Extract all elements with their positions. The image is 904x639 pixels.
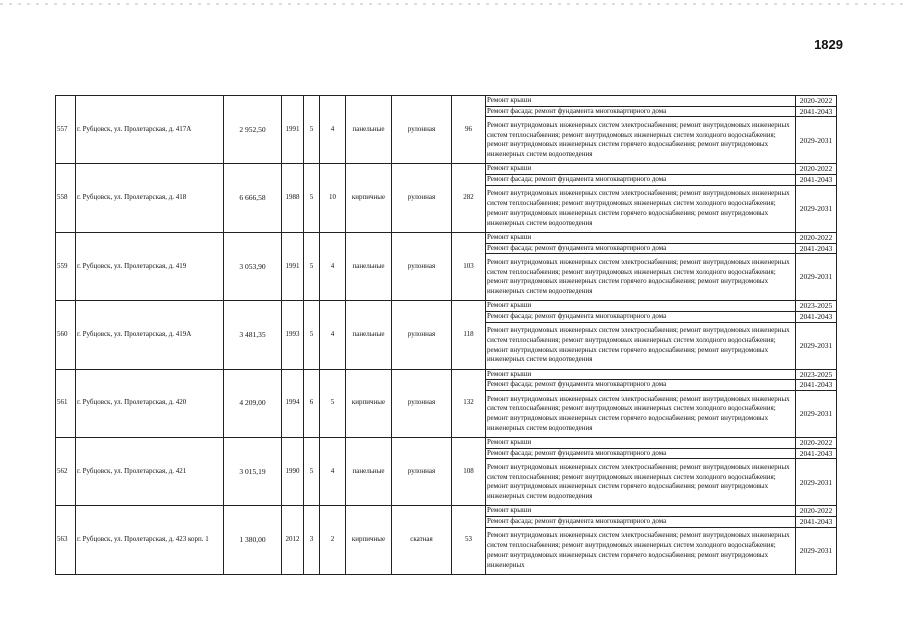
work-type-cell: Ремонт внутридомовых инженерных систем электроснабжения; ремонт внутридомовых инженерных систем теплоснабжения; ремонт внутридомовых инженерных систем холодного водоснабжения; ремонт внутридомовых инженерных систем горячего водоснабжения; ремонт внутридомовых инженерных систем водоотведения bbox=[486, 322, 796, 369]
roof-type-cell: рулонная bbox=[392, 301, 452, 369]
work-type-cell: Ремонт крыши bbox=[486, 506, 796, 517]
entrances-cell: 5 bbox=[320, 369, 346, 437]
address-cell: г. Рубцовск, ул. Пролетарская, д. 418 bbox=[76, 164, 224, 232]
work-type-cell: Ремонт внутридомовых инженерных систем электроснабжения; ремонт внутридомовых инженерных систем теплоснабжения; ремонт внутридомовых инженерных систем холодного водоснабжения; ремонт внутридомовых инженерных систем горячего водоснабжения; ремонт внутридомовых инженерных систем водоотведения bbox=[486, 185, 796, 232]
work-type-cell: Ремонт крыши bbox=[486, 301, 796, 312]
table-row bbox=[56, 369, 837, 380]
page-number: 1829 bbox=[814, 37, 843, 52]
wall-material-cell: кирпичные bbox=[346, 164, 392, 232]
work-period-cell: 2029-2031 bbox=[796, 254, 837, 301]
roof-type-cell: рулонная bbox=[392, 164, 452, 232]
work-period-cell: 2029-2031 bbox=[796, 185, 837, 232]
work-period-cell: 2041-2043 bbox=[796, 311, 837, 322]
table-row bbox=[56, 438, 837, 449]
address-cell: г. Рубцовск, ул. Пролетарская, д. 421 bbox=[76, 438, 224, 506]
table-body bbox=[56, 96, 837, 575]
residents-cell: 132 bbox=[452, 369, 486, 437]
floors-cell: 5 bbox=[304, 232, 320, 300]
work-type-cell: Ремонт внутридомовых инженерных систем электроснабжения; ремонт внутридомовых инженерных систем теплоснабжения; ремонт внутридомовых инженерных систем холодного водоснабжения; ремонт внутридомовых инженерных систем горячего водоснабжения; ремонт внутридомовых инженерных систем водоотведения bbox=[486, 117, 796, 164]
address-cell: г. Рубцовск, ул. Пролетарская, д. 419А bbox=[76, 301, 224, 369]
entrances-cell: 4 bbox=[320, 301, 346, 369]
residents-cell: 282 bbox=[452, 164, 486, 232]
row-index: 557 bbox=[56, 96, 76, 164]
work-period-cell: 2041-2043 bbox=[796, 243, 837, 254]
residents-cell: 118 bbox=[452, 301, 486, 369]
roof-type-cell: рулонная bbox=[392, 438, 452, 506]
wall-material-cell: панельные bbox=[346, 232, 392, 300]
area-cell: 3 053,90 bbox=[224, 232, 282, 300]
row-index: 563 bbox=[56, 506, 76, 574]
area-cell: 3 481,35 bbox=[224, 301, 282, 369]
work-period-cell: 2041-2043 bbox=[796, 517, 837, 528]
year-cell: 1994 bbox=[282, 369, 304, 437]
registry-table bbox=[55, 95, 837, 575]
table-row bbox=[56, 232, 837, 243]
address-cell: г. Рубцовск, ул. Пролетарская, д. 420 bbox=[76, 369, 224, 437]
floors-cell: 6 bbox=[304, 369, 320, 437]
wall-material-cell: кирпичные bbox=[346, 506, 392, 574]
work-period-cell: 2029-2031 bbox=[796, 527, 837, 574]
wall-material-cell: панельные bbox=[346, 96, 392, 164]
work-period-cell: 2041-2043 bbox=[796, 106, 837, 117]
entrances-cell: 4 bbox=[320, 96, 346, 164]
work-period-cell: 2023-2025 bbox=[796, 301, 837, 312]
work-type-cell: Ремонт фасада; ремонт фундамента многоквартирного дома bbox=[486, 448, 796, 459]
work-type-cell: Ремонт крыши bbox=[486, 164, 796, 175]
work-period-cell: 2023-2025 bbox=[796, 369, 837, 380]
work-period-cell: 2020-2022 bbox=[796, 506, 837, 517]
work-type-cell: Ремонт фасада; ремонт фундамента многоквартирного дома bbox=[486, 243, 796, 254]
work-type-cell: Ремонт фасада; ремонт фундамента многоквартирного дома bbox=[486, 311, 796, 322]
scan-artifact-line bbox=[0, 3, 904, 5]
area-cell: 2 952,50 bbox=[224, 96, 282, 164]
wall-material-cell: панельные bbox=[346, 438, 392, 506]
row-index: 561 bbox=[56, 369, 76, 437]
floors-cell: 3 bbox=[304, 506, 320, 574]
work-period-cell: 2020-2022 bbox=[796, 164, 837, 175]
row-index: 559 bbox=[56, 232, 76, 300]
table-row bbox=[56, 96, 837, 107]
work-type-cell: Ремонт фасада; ремонт фундамента многоквартирного дома bbox=[486, 517, 796, 528]
work-type-cell: Ремонт фасада; ремонт фундамента многоквартирного дома bbox=[486, 380, 796, 391]
area-cell: 6 666,58 bbox=[224, 164, 282, 232]
address-cell: г. Рубцовск, ул. Пролетарская, д. 417А bbox=[76, 96, 224, 164]
work-type-cell: Ремонт фасада; ремонт фундамента многоквартирного дома bbox=[486, 175, 796, 186]
work-type-cell: Ремонт внутридомовых инженерных систем электроснабжения; ремонт внутридомовых инженерных систем теплоснабжения; ремонт внутридомовых инженерных систем холодного водоснабжения; ремонт внутридомовых инженерных систем горячего водоснабжения; ремонт внутридомовых инженерных систем водоотведения bbox=[486, 459, 796, 506]
work-type-cell: Ремонт крыши bbox=[486, 369, 796, 380]
year-cell: 1991 bbox=[282, 96, 304, 164]
table-row bbox=[56, 506, 837, 517]
year-cell: 2012 bbox=[282, 506, 304, 574]
year-cell: 1988 bbox=[282, 164, 304, 232]
area-cell: 1 380,00 bbox=[224, 506, 282, 574]
work-period-cell: 2041-2043 bbox=[796, 380, 837, 391]
work-period-cell: 2020-2022 bbox=[796, 438, 837, 449]
work-period-cell: 2029-2031 bbox=[796, 322, 837, 369]
year-cell: 1991 bbox=[282, 232, 304, 300]
wall-material-cell: кирпичные bbox=[346, 369, 392, 437]
work-period-cell: 2041-2043 bbox=[796, 175, 837, 186]
work-period-cell: 2020-2022 bbox=[796, 232, 837, 243]
area-cell: 4 209,00 bbox=[224, 369, 282, 437]
area-cell: 3 015,19 bbox=[224, 438, 282, 506]
roof-type-cell: рулонная bbox=[392, 96, 452, 164]
floors-cell: 5 bbox=[304, 164, 320, 232]
wall-material-cell: панельные bbox=[346, 301, 392, 369]
work-type-cell: Ремонт фасада; ремонт фундамента многоквартирного дома bbox=[486, 106, 796, 117]
year-cell: 1990 bbox=[282, 438, 304, 506]
work-type-cell: Ремонт внутридомовых инженерных систем электроснабжения; ремонт внутридомовых инженерных систем теплоснабжения; ремонт внутридомовых инженерных систем холодного водоснабжения; ремонт внутридомовых инженерных систем горячего водоснабжения; ремонт внутридомовых инженерных систем водоотведения bbox=[486, 391, 796, 438]
work-period-cell: 2020-2022 bbox=[796, 96, 837, 107]
work-type-cell: Ремонт крыши bbox=[486, 438, 796, 449]
entrances-cell: 2 bbox=[320, 506, 346, 574]
roof-type-cell: рулонная bbox=[392, 369, 452, 437]
row-index: 558 bbox=[56, 164, 76, 232]
work-period-cell: 2029-2031 bbox=[796, 391, 837, 438]
roof-type-cell: скатная bbox=[392, 506, 452, 574]
work-period-cell: 2029-2031 bbox=[796, 459, 837, 506]
floors-cell: 5 bbox=[304, 301, 320, 369]
row-index: 562 bbox=[56, 438, 76, 506]
work-type-cell: Ремонт крыши bbox=[486, 232, 796, 243]
residents-cell: 53 bbox=[452, 506, 486, 574]
floors-cell: 5 bbox=[304, 96, 320, 164]
residents-cell: 96 bbox=[452, 96, 486, 164]
table-row bbox=[56, 164, 837, 175]
work-type-cell: Ремонт внутридомовых инженерных систем электроснабжения; ремонт внутридомовых инженерных систем теплоснабжения; ремонт внутридомовых инженерных систем холодного водоснабжения; ремонт внутридомовых инженерных систем горячего водоснабжения; ремонт внутридомовых инженерных bbox=[486, 527, 796, 574]
address-cell: г. Рубцовск, ул. Пролетарская, д. 419 bbox=[76, 232, 224, 300]
residents-cell: 103 bbox=[452, 232, 486, 300]
work-type-cell: Ремонт внутридомовых инженерных систем электроснабжения; ремонт внутридомовых инженерных систем теплоснабжения; ремонт внутридомовых инженерных систем холодного водоснабжения; ремонт внутридомовых инженерных систем горячего водоснабжения; ремонт внутридомовых инженерных систем водоотведения bbox=[486, 254, 796, 301]
work-period-cell: 2041-2043 bbox=[796, 448, 837, 459]
floors-cell: 5 bbox=[304, 438, 320, 506]
row-index: 560 bbox=[56, 301, 76, 369]
residents-cell: 108 bbox=[452, 438, 486, 506]
year-cell: 1993 bbox=[282, 301, 304, 369]
work-period-cell: 2029-2031 bbox=[796, 117, 837, 164]
table-row bbox=[56, 301, 837, 312]
address-cell: г. Рубцовск, ул. Пролетарская, д. 423 корп. 1 bbox=[76, 506, 224, 574]
roof-type-cell: рулонная bbox=[392, 232, 452, 300]
entrances-cell: 4 bbox=[320, 438, 346, 506]
work-type-cell: Ремонт крыши bbox=[486, 96, 796, 107]
entrances-cell: 4 bbox=[320, 232, 346, 300]
entrances-cell: 10 bbox=[320, 164, 346, 232]
